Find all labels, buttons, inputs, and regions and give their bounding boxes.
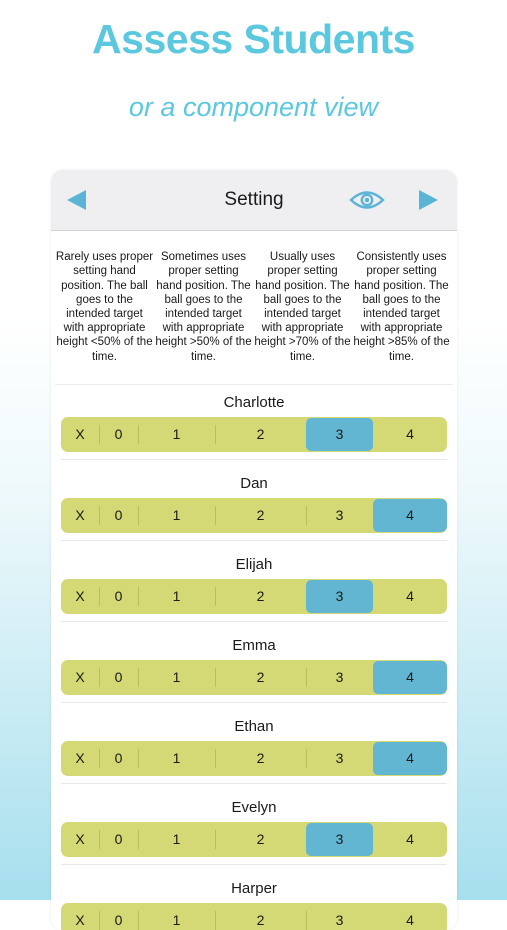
score-selector — [61, 579, 447, 614]
student-name: Charlotte — [223, 394, 285, 411]
student-name: Elijah — [235, 556, 273, 573]
score-option-x[interactable]: X — [75, 669, 85, 685]
subheadline: or a component view — [128, 92, 379, 122]
score-option-2[interactable]: 2 — [256, 912, 265, 928]
row-divider — [61, 864, 447, 865]
score-option-1[interactable]: 1 — [172, 507, 181, 523]
app-screen — [51, 170, 457, 930]
score-option-x[interactable]: X — [75, 912, 85, 928]
row-divider — [61, 783, 447, 784]
score-option-4[interactable]: 4 — [406, 831, 414, 847]
score-option-4[interactable]: 4 — [406, 588, 414, 604]
rubric-level-4: Consistently uses proper setting hand position. The ball goes to the intended target with appropriate height >85% of the time. — [353, 251, 450, 363]
score-option-2[interactable]: 2 — [256, 588, 265, 604]
score-selector — [61, 417, 447, 452]
score-option-3[interactable]: 3 — [306, 580, 373, 613]
score-option-3[interactable]: 3 — [335, 669, 344, 685]
nav-title: Setting — [224, 189, 284, 210]
score-option-0[interactable]: 0 — [114, 426, 123, 442]
eye-icon[interactable] — [349, 189, 385, 211]
score-option-0[interactable]: 0 — [114, 750, 123, 766]
score-option-1[interactable]: 1 — [172, 669, 181, 685]
score-option-1[interactable]: 1 — [172, 912, 181, 928]
score-option-3[interactable]: 3 — [335, 507, 344, 523]
row-divider — [61, 621, 447, 622]
score-selector — [61, 822, 447, 857]
score-option-1[interactable]: 1 — [172, 426, 181, 442]
row-divider — [61, 702, 447, 703]
score-option-x[interactable]: X — [75, 426, 85, 442]
student-name: Evelyn — [231, 799, 277, 816]
score-option-2[interactable]: 2 — [256, 507, 265, 523]
student-name: Dan — [240, 475, 268, 492]
score-option-1[interactable]: 1 — [172, 831, 181, 847]
score-option-0[interactable]: 0 — [114, 669, 123, 685]
rubric-level-3: Usually uses proper setting hand position. The ball goes to the intended target with appropriate height >70% of the time. — [254, 251, 351, 363]
score-option-1[interactable]: 1 — [172, 588, 181, 604]
headline: Assess Students — [92, 16, 415, 62]
score-selector — [61, 741, 447, 776]
score-option-2[interactable]: 2 — [256, 831, 265, 847]
score-option-x[interactable]: X — [75, 750, 85, 766]
row-divider — [61, 540, 447, 541]
student-name: Harper — [231, 880, 277, 897]
score-option-2[interactable]: 2 — [256, 669, 265, 685]
rubric-level-1: Rarely uses proper setting hand position. The ball goes to the intended target with appropriate height <50% of the time. — [55, 251, 154, 363]
score-option-0[interactable]: 0 — [114, 912, 123, 928]
score-option-x[interactable]: X — [75, 588, 85, 604]
rubric-level-2: Sometimes uses proper setting hand position. The ball goes to the intended target with appropriate height >50% of the time. — [155, 251, 252, 363]
score-option-3[interactable]: 3 — [306, 418, 373, 451]
score-option-4[interactable]: 4 — [406, 426, 414, 442]
score-option-1[interactable]: 1 — [172, 750, 181, 766]
navigation-bar — [51, 170, 457, 231]
student-name: Ethan — [234, 718, 274, 735]
score-selector — [61, 903, 447, 930]
score-option-x[interactable]: X — [75, 831, 85, 847]
score-option-4[interactable]: 4 — [373, 661, 447, 694]
score-option-4[interactable]: 4 — [406, 912, 414, 928]
score-option-0[interactable]: 0 — [114, 588, 123, 604]
score-option-3[interactable]: 3 — [306, 823, 373, 856]
score-option-4[interactable]: 4 — [373, 499, 447, 532]
score-selector — [61, 498, 447, 533]
score-option-4[interactable]: 4 — [373, 742, 447, 775]
row-divider — [61, 459, 447, 460]
score-option-0[interactable]: 0 — [114, 507, 123, 523]
score-option-0[interactable]: 0 — [114, 831, 123, 847]
score-option-3[interactable]: 3 — [335, 750, 344, 766]
score-option-2[interactable]: 2 — [256, 750, 265, 766]
student-name: Emma — [232, 637, 276, 654]
right-arrow-icon[interactable] — [419, 190, 438, 210]
score-option-2[interactable]: 2 — [256, 426, 265, 442]
score-option-x[interactable]: X — [75, 507, 85, 523]
score-option-3[interactable]: 3 — [335, 912, 344, 928]
rubric-descriptors — [55, 232, 453, 385]
score-selector — [61, 660, 447, 695]
